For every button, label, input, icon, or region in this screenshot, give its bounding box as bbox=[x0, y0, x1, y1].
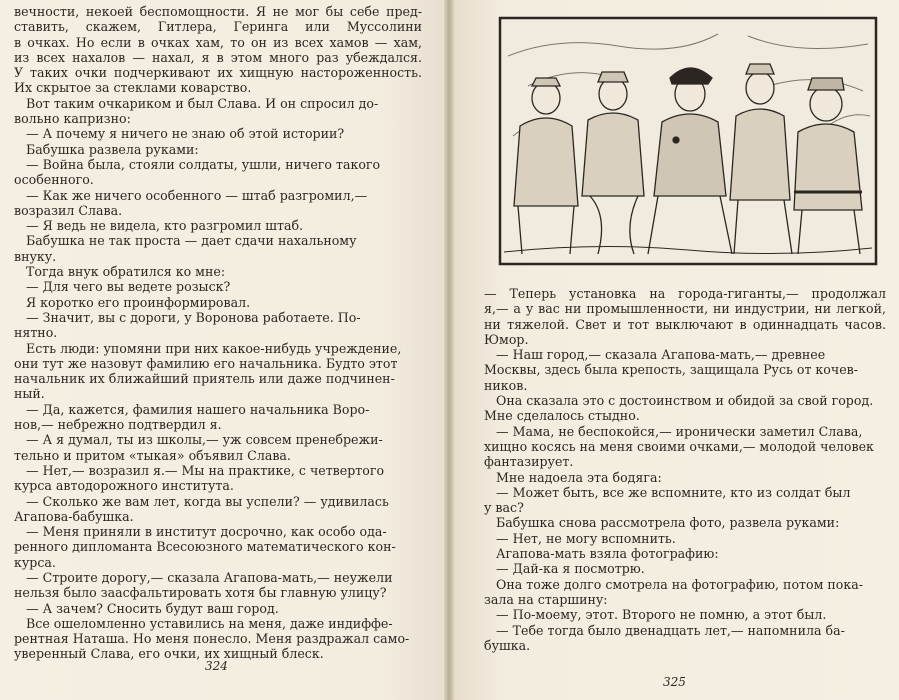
text-line: зала на старшину: bbox=[484, 591, 608, 607]
text-line: возразил Слава. bbox=[14, 202, 123, 218]
text-line: Их скрытое за стеклами коварство. bbox=[14, 80, 252, 96]
text-line: Москвы, здесь была крепость, защищала Русь от кочев- bbox=[484, 362, 859, 378]
text-line: внуку. bbox=[14, 248, 57, 264]
text-line: — Мама, не беспокойся,— иронически заметил Слава, bbox=[484, 423, 863, 439]
text-line: тельно и притом «тыкая» объявил Слава. bbox=[14, 447, 291, 463]
text-line: хищно косясь на меня своими очками,— молодой человек bbox=[484, 438, 874, 454]
text-line: — Как же ничего особенного — штаб разгромил,— bbox=[14, 187, 368, 203]
text-line: ренного дипломанта Всесоюзного математического кон- bbox=[14, 539, 396, 555]
text-line: Бабушка снова рассмотрела фото, развела руками: bbox=[484, 515, 840, 531]
soldiers-illustration bbox=[498, 16, 878, 266]
text-line: Бабушка не так проста — дает сдачи нахальному bbox=[14, 233, 357, 249]
page-number-left: 324 bbox=[205, 659, 228, 673]
text-line: — Война была, стояли солдаты, ушли, ничего такого bbox=[14, 156, 381, 172]
text-line: — Меня приняли в институт досрочно, как особо ода- bbox=[14, 524, 387, 540]
text-line: — Я ведь не видела, кто разгромил штаб. bbox=[14, 218, 304, 234]
text-line: — А почему я ничего не знаю об этой истории? bbox=[14, 126, 345, 142]
text-line: нов,— небрежно подтвердил я. bbox=[14, 417, 222, 433]
text-line: уверенный Слава, его очки, их хищный блеск. bbox=[14, 646, 324, 662]
text-line: Я коротко его проинформировал. bbox=[14, 294, 251, 310]
text-line: Бабушка развела руками: bbox=[14, 141, 199, 157]
text-line: нятно. bbox=[14, 325, 58, 341]
text-line: — Нет,— возразил я.— Мы на практике, с четвертого bbox=[14, 462, 385, 478]
text-line: из всех нахалов — нахал, я в этом много раз убеждался. bbox=[14, 49, 422, 65]
text-line: Агапова-бабушка. bbox=[14, 508, 134, 524]
text-line: в очках. Но если в очках хам, то он из всех хамов — хам, bbox=[14, 34, 422, 50]
book-gutter bbox=[444, 0, 454, 700]
text-line: — Наш город,— сказала Агапова-мать,— древнее bbox=[484, 347, 826, 363]
text-line: Мне надоела эта бодяга: bbox=[484, 469, 662, 485]
text-line: — А зачем? Сносить будут ваш город. bbox=[14, 600, 279, 616]
text-line: — Для чего вы ведете розыск? bbox=[14, 279, 231, 295]
text-line: Она сказала это с достоинством и обидой за свой город. bbox=[484, 393, 874, 409]
text-line: Есть люди: упомяни при них какое-нибудь учреждение, bbox=[14, 340, 402, 356]
text-line: — Строите дорогу,— сказала Агапова-мать,— неужели bbox=[14, 569, 393, 585]
left-page-text bbox=[14, 4, 422, 662]
text-line: — По-моему, этот. Второго не помню, а этот был. bbox=[484, 607, 827, 623]
text-line: нельзя было заасфальтировать хотя бы главную улицу? bbox=[14, 585, 387, 601]
right-page-text bbox=[484, 286, 886, 653]
text-line: особенного. bbox=[14, 172, 94, 188]
page-number-right: 325 bbox=[663, 675, 686, 689]
text-line: курса. bbox=[14, 554, 56, 570]
text-line: — Может быть, все же вспомните, кто из солдат был bbox=[484, 484, 851, 500]
text-line: бушка. bbox=[484, 637, 531, 653]
text-line: Агапова-мать взяла фотографию: bbox=[484, 546, 719, 562]
text-line: — А я думал, ты из школы,— уж совсем пренебрежи- bbox=[14, 432, 383, 448]
text-line: Вот таким очкариком и был Слава. И он спросил до- bbox=[14, 95, 379, 111]
text-line: — Да, кажется, фамилия нашего начальника Воро- bbox=[14, 401, 370, 417]
text-line: — Теперь установка на города-гиганты,— продолжал bbox=[484, 286, 886, 301]
text-line: ников. bbox=[484, 377, 528, 393]
text-line: вольно капризно: bbox=[14, 111, 131, 127]
text-line: ставить, скажем, Гитлера, Геринга или Муссолини bbox=[14, 19, 422, 35]
text-line: Все ошеломленно уставились на меня, даже индиффе- bbox=[14, 615, 393, 631]
text-line: Юмор. bbox=[484, 331, 529, 347]
text-line: начальник их ближайший приятель или даже подчинен- bbox=[14, 371, 395, 387]
text-line: — Значит, вы с дороги, у Воронова работаете. По- bbox=[14, 309, 361, 325]
text-line: У таких очки подчеркивают их хищную настороженность. bbox=[14, 65, 422, 81]
text-line: Мне сделалось стыдно. bbox=[484, 408, 640, 424]
text-line: Тогда внук обратился ко мне: bbox=[14, 264, 226, 280]
text-line: — Дай-ка я посмотрю. bbox=[484, 561, 645, 577]
text-line: они тут же назовут фамилию его начальника. Будто этот bbox=[14, 355, 398, 371]
text-line: — Нет, не могу вспомнить. bbox=[484, 530, 676, 546]
text-line: фантазирует. bbox=[484, 454, 574, 470]
text-line: Она тоже долго смотрела на фотографию, потом пока- bbox=[484, 576, 863, 592]
text-line: — Сколько же вам лет, когда вы успели? — удивилась bbox=[14, 493, 389, 509]
text-line: ный. bbox=[14, 386, 45, 402]
text-line: вечности, некоей беспомощности. Я не мог бы себе пред- bbox=[14, 4, 422, 19]
text-line: ни тяжелой. Свет и тот выключают в одиннадцать часов. bbox=[484, 316, 886, 332]
text-line: — Тебе тогда было двенадцать лет,— напомнила ба- bbox=[484, 622, 845, 638]
text-line: курса автодорожного института. bbox=[14, 478, 234, 494]
text-line: я,— а у вас ни промышленности, ни индустрии, ни легкой, bbox=[484, 301, 886, 317]
text-line: у вас? bbox=[484, 500, 524, 516]
text-line: рентная Наташа. Но меня понесло. Меня раздражал само- bbox=[14, 631, 410, 647]
